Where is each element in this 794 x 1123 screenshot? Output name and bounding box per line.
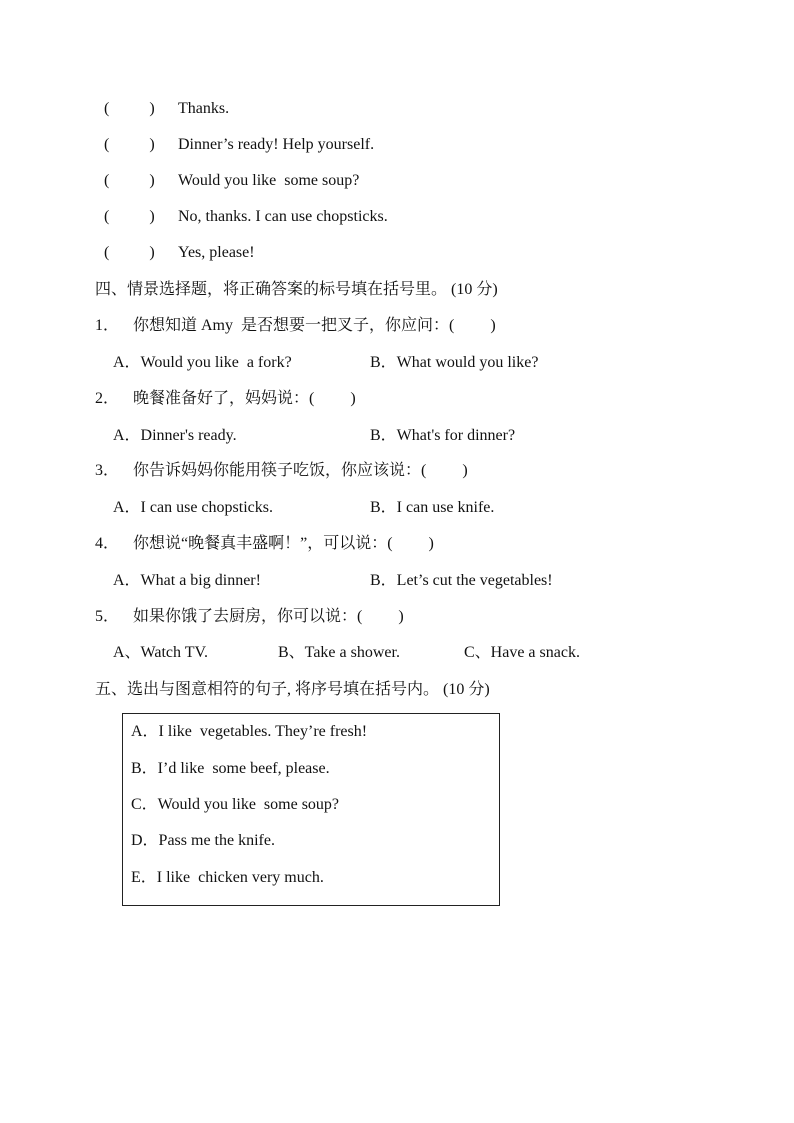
dialogue-line xyxy=(104,243,255,263)
dialogue-text: Thanks. xyxy=(178,100,230,117)
option-c: C、Have a snack. xyxy=(464,644,580,661)
dialogue-text: Dinner’s ready! Help yourself. xyxy=(178,136,375,153)
answer-blank: ( ) xyxy=(104,136,155,153)
option-b: B、Take a shower. xyxy=(278,644,400,661)
option-b: B．What's for dinner? xyxy=(370,427,516,444)
section4-heading: 四、情景选择题，将正确答案的标号填在括号里。 (10 分) xyxy=(95,281,498,298)
question xyxy=(95,534,434,554)
dialogue-line xyxy=(104,207,388,227)
answer-blank: ( ) xyxy=(104,100,155,117)
question-number: 1． xyxy=(95,317,120,334)
question xyxy=(95,607,404,627)
option-a: A．What a big dinner! xyxy=(113,572,261,589)
dialogue-line xyxy=(104,99,229,119)
option-a: A、Watch TV. xyxy=(113,644,209,661)
option-a: A．Dinner's ready. xyxy=(113,427,237,444)
sentence-option-e: E．I like chicken very much. xyxy=(131,869,324,886)
sentence-option-d: D．Pass me the knife. xyxy=(131,832,275,849)
answer-blank: ( ) xyxy=(104,172,155,189)
answer-blank: ( ) xyxy=(104,244,155,261)
dialogue-text: Would you like some soup? xyxy=(178,172,360,189)
sentence-box xyxy=(122,713,500,906)
question-number: 4． xyxy=(95,535,120,552)
option-b: B．I can use knife. xyxy=(370,499,495,516)
question xyxy=(95,316,496,336)
question-text: 你告诉妈妈你能用筷子吃饭，你应该说：( ) xyxy=(133,462,468,479)
option-a: A．Would you like a fork? xyxy=(113,354,292,371)
question-number: 3． xyxy=(95,462,120,479)
option-a: A．I can use chopsticks. xyxy=(113,499,273,516)
sentence-option-b: B．I’d like some beef, please. xyxy=(131,760,330,777)
question-text: 如果你饿了去厨房，你可以说：( ) xyxy=(133,608,404,625)
question xyxy=(95,461,468,481)
dialogue-line xyxy=(104,171,359,191)
question-number: 5． xyxy=(95,608,120,625)
dialogue-text: No, thanks. I can use chopsticks. xyxy=(178,208,388,225)
question-number: 2． xyxy=(95,390,120,407)
question-text: 你想知道 Amy 是否想要一把叉子，你应问：( ) xyxy=(133,317,496,334)
dialogue-line xyxy=(104,135,374,155)
answer-blank: ( ) xyxy=(104,208,155,225)
question-text: 晚餐准备好了，妈妈说：( ) xyxy=(133,390,356,407)
sentence-option-c: C．Would you like some soup? xyxy=(131,796,340,813)
dialogue-text: Yes, please! xyxy=(178,244,255,261)
option-b: B．What would you like? xyxy=(370,354,539,371)
section5-heading: 五、选出与图意相符的句子, 将序号填在括号内。 (10 分) xyxy=(95,681,490,698)
option-b: B．Let’s cut the vegetables! xyxy=(370,572,553,589)
question-text: 你想说“晚餐真丰盛啊！”，可以说：( ) xyxy=(133,535,434,552)
sentence-option-a: A．I like vegetables. They’re fresh! xyxy=(131,723,368,740)
question xyxy=(95,389,356,409)
